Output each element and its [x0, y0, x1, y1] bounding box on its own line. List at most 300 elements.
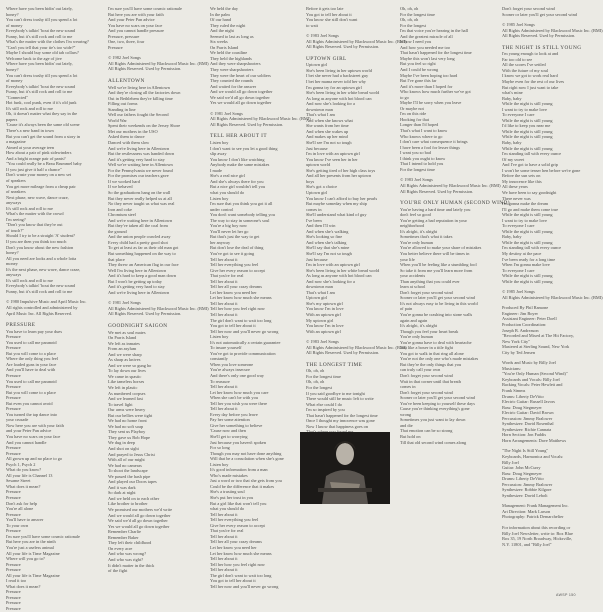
lyric-line: of speakers	[6, 177, 26, 183]
lyric-line: Who knows where to go	[400, 133, 443, 139]
lyric-line: She's a real nice girl	[210, 173, 246, 179]
lyric-line: I'm seeing?	[6, 216, 26, 222]
lyric-line: I'll go and make them come true	[502, 206, 559, 212]
lyric-line: I made	[210, 167, 222, 173]
lyric-line: For the longest time	[400, 166, 435, 172]
lyric-line: But a nice girl wouldn't tell you	[210, 184, 266, 190]
block-gap	[6, 316, 102, 321]
lyric-line: What does it mean?	[6, 583, 41, 589]
lyric-line: While the night is still young	[502, 228, 553, 234]
lyric-line: My destiny at the pace	[502, 250, 542, 256]
lyric-line: We have been to say goodnight	[502, 189, 557, 195]
lyric-line: Pressure	[6, 445, 21, 451]
lyric-line: You get more mileage from a cheap pair	[6, 183, 76, 189]
lyric-line: Pressure	[6, 345, 21, 351]
lyric-line: Everybody's talkin' 'bout the new sound	[6, 28, 76, 34]
lyric-line: I'm young enough to look at and	[502, 51, 559, 57]
lyric-line: Oh, oh, oh	[306, 368, 325, 374]
lyric-line: Keyboards, Harmonica and Vocals:	[502, 454, 564, 460]
lyric-line: Asked them to dance	[108, 134, 145, 140]
song-title: THE LONGEST TIME	[306, 361, 363, 368]
lyric-line: Everybody's talkin' 'bout the new sound	[6, 283, 76, 289]
lyric-line: Don't forget your second wind	[400, 373, 453, 378]
lyric-line: Don't forget your second wind	[400, 289, 453, 295]
lyric-line: All Rights Reserved. Used by Permission.	[108, 311, 182, 317]
lyric-line: You're allowed to make your share of mistakes	[400, 245, 482, 251]
lyric-line: Will that be a consolation when she's gone	[210, 456, 284, 462]
lyric-line: All Rights Administered by Blackwood Music Inc. (BMI)	[502, 27, 603, 33]
lyric-line: of the fight	[108, 568, 128, 574]
lyric-line: She's getting tired of her high class toys	[306, 167, 376, 173]
lyric-line: Tell her all your crazy dreams	[210, 284, 262, 290]
lyric-line: That you're for real	[210, 528, 244, 534]
song-title: UPTOWN GIRL	[306, 55, 347, 62]
lyric-line: So the graduations hang on the wall	[108, 189, 171, 195]
lyric-line: As long as anyone with hot blood can	[306, 273, 372, 279]
lyric-line: How about a pair of pink sidewinders	[6, 150, 72, 156]
lyric-line: Let her know you need her	[210, 289, 257, 295]
lyric-line: Funny, but it's still rock and roll to me	[6, 288, 73, 294]
lyric-line: I'm in love with an uptown girl	[306, 151, 360, 157]
lyric-line: anyways	[6, 272, 22, 278]
lyric-line: While the night is still young	[502, 117, 553, 123]
lyric-line: Sooner or later you'll get your second wind	[400, 295, 475, 301]
lyric-line: April Music Inc. All Rights Reserved.	[6, 310, 72, 316]
lyric-line: of sneakers	[6, 189, 26, 195]
lyric-line: N.Y. 11801, and "Billy Joel"	[502, 541, 552, 547]
lyric-line: Is how I need you	[400, 39, 432, 45]
lyric-line: We left in plastic	[108, 385, 138, 390]
lyric-line: You know I can't afford to buy her pearls	[306, 195, 378, 201]
lyric-line: Maybe even for the rest of our lives	[502, 79, 565, 85]
lyric-line: That's what I am	[306, 112, 335, 118]
lyric-line: Our arms were heavy	[108, 407, 146, 413]
lyric-line: Guitar: John McCurry	[502, 465, 541, 471]
lyric-line: All Rights Administered by Blackwood Music Inc. (BMI)	[306, 344, 407, 350]
lyric-line: Pressure	[108, 44, 123, 50]
lyric-line: That emotion can be so strong	[400, 428, 453, 434]
lyric-line: We promised our mothers we'd write	[108, 507, 173, 513]
lyric-line: Sesame Street	[6, 478, 31, 484]
lyric-line: Don't ask for help	[6, 500, 38, 506]
lyric-line: And all her presents from her uptown	[306, 173, 372, 179]
lyric-line: can truly call your own	[400, 367, 441, 373]
lyric-line: Far too old to see	[502, 56, 533, 62]
lyric-line: © 1982 Joel Songs	[108, 55, 141, 61]
lyric-line: I'm that voice you're hearing in the hall	[400, 28, 469, 34]
lyric-line: what you should do	[210, 506, 245, 512]
lyric-line: Yes we would all go down together	[210, 100, 272, 106]
lyric-line: Box 35, 19 North Broadway, Hicksville,	[502, 536, 573, 542]
lyric-line: She's a trusting soul	[210, 489, 245, 495]
lyric-line: Tell her about it	[210, 300, 238, 306]
lyric-line: You know I don't like watching	[210, 156, 265, 162]
lyric-line: You're gonna have to deal with heartache	[400, 339, 472, 345]
lyric-line: of money	[6, 78, 23, 84]
lyric-line: Remember Baker	[108, 534, 139, 540]
lyric-line: Every day before you leave	[210, 411, 258, 417]
lyric-line: Give her every reason to accept	[210, 522, 265, 528]
lyric-line: All Rights Administered by Blackwood Music Inc. (BMI)	[108, 60, 209, 66]
lyric-line: I'm gonna try for an uptown girl	[306, 84, 362, 90]
lyrics-column-5	[400, 6, 510, 594]
lyric-line: We met as soul mates	[108, 329, 146, 335]
lyric-line: Give her every reason to accept	[210, 267, 265, 273]
lyric-line: They held the highlands	[210, 55, 252, 61]
lyric-line: boys	[306, 178, 315, 184]
lyric-line: While the night is still young	[502, 239, 553, 245]
lyric-line: You used to call me paranoid	[6, 378, 57, 384]
lyric-line: All Rights Reserved. Used by Permission.	[400, 188, 474, 194]
lyric-line: Who's made mistakes	[210, 472, 248, 478]
lyric-line: And there's only one good way	[210, 373, 264, 378]
lyric-line: And the greatest miracle of all	[400, 33, 453, 39]
song-title: GOODNIGHT SAIGON	[108, 322, 168, 329]
lyric-line: papers	[6, 116, 18, 122]
lyric-line: For the longest	[306, 385, 333, 390]
lyric-line: With the future of my soul	[502, 67, 549, 73]
lyric-line: Are loaded guns in your face	[6, 361, 57, 367]
lyric-line: You got to walk in that ring all alone	[400, 350, 464, 356]
lyric-line: If you said goodbye to me tonight	[306, 390, 365, 396]
lyric-line: For the longest	[400, 22, 427, 28]
lyric-line: But they've taken all the coal from	[108, 223, 168, 229]
lyric-line: You know she still don't want	[306, 17, 358, 23]
lyric-line: But something happened on the way to	[108, 250, 176, 256]
lyric-line: On Parris Island	[210, 44, 239, 50]
lyric-line: Listen boy	[210, 195, 229, 201]
lyric-line: Everybody's talkin' 'bout the new sound	[6, 83, 76, 89]
lyric-line: All your life is Channel 13	[6, 472, 53, 478]
lyric-line: But the restlessness was handed down	[108, 151, 175, 157]
lyric-line: I'm so inspired by you	[306, 407, 345, 413]
lyric-line: Tell her about it	[210, 256, 238, 262]
lyric-line: "Recorded and Mixed at The Hit Factory,	[502, 333, 574, 339]
lyric-line: We dug in deep	[108, 440, 136, 446]
lyric-line: Pressure	[6, 373, 21, 378]
lyric-line: My innocence like this	[502, 178, 542, 184]
lyric-line: Pay her some attention	[210, 417, 250, 423]
lyric-line: As numbered corpses	[108, 390, 146, 396]
lyric-line: Oh, it doesn't matter what they say in the	[6, 111, 78, 117]
lyric-line: I want to try to make love	[502, 217, 547, 223]
lyric-line: But that's just the way to get	[210, 234, 260, 240]
lyric-line: And waited for the answer	[210, 83, 257, 89]
lyric-line: She's put her trust in you	[210, 495, 254, 501]
lyric-line: For the longest time	[306, 373, 341, 379]
lyric-line: And it was dark	[108, 484, 136, 490]
lyric-line: © 1980 Impulsive Music and April Music Inc.	[6, 299, 87, 305]
lyric-line: It's the next phase, new wave, dance craze,	[6, 266, 81, 272]
lyric-line: What does it mean?	[6, 483, 41, 489]
block-gap	[306, 50, 396, 55]
lyric-line: To reassure	[210, 378, 230, 384]
lyric-line: But they never really helped us at all	[108, 195, 172, 201]
lyric-line: If we behaved	[108, 184, 133, 190]
lyric-line: She's been living in her uptown world	[306, 67, 372, 73]
lyric-line: to go	[400, 94, 409, 100]
song-title: YOU'RE ONLY HUMAN (SECOND WIND)	[400, 200, 510, 207]
lyric-line: When you'll be feeling like a stumbling fool	[400, 262, 477, 268]
lyric-line: 'Cause it's always been the same old scene	[6, 122, 80, 128]
lyric-line: I bet her mama never told her why	[306, 79, 366, 85]
lyric-line: Though you feel your heart break	[400, 328, 459, 334]
lyric-line: Pressure	[6, 384, 21, 390]
lyric-line: And we held on to each other	[108, 495, 160, 501]
lyric-line: Hooking for that	[400, 116, 429, 122]
lyric-line: You're getting a bad reputation in your	[400, 217, 467, 223]
lyric-line: Don't waste your money on a new set	[6, 172, 72, 178]
lyric-line: We said we'd all go down together	[108, 518, 168, 524]
lyric-line: Drums: Liberty DeVitto	[502, 476, 544, 482]
lyric-line: Electric Guitar: Russell Javors	[502, 399, 555, 405]
lyric-line: I'm on this ride	[400, 111, 427, 117]
lyric-line: They left their childhood	[108, 540, 152, 546]
lyric-line: For so long	[210, 445, 230, 451]
lyric-line: your crusade	[6, 417, 29, 423]
lyric-line: Seemed to last as long as	[210, 33, 254, 39]
lyric-line: While the night is still young	[502, 278, 553, 284]
lyric-line: All your life is Time Magazine	[6, 572, 60, 578]
lyric-line: "Don't you know that they're out	[6, 222, 63, 228]
lyric-line: Well we're waiting here in Allentown	[108, 162, 173, 168]
lyric-line: But don't lose the deal of thing	[210, 245, 264, 251]
lyric-line: Could be the difference that it makes	[210, 483, 275, 489]
lyric-line: And we're waiting here in Allentown	[108, 217, 173, 223]
lyric-line: Pressure	[6, 334, 21, 340]
lyric-line: She'll say that she's mine	[306, 245, 350, 251]
song-title: ALLENTOWN	[108, 78, 145, 85]
lyric-line: That you're for real	[210, 273, 244, 279]
lyric-line: Oh, oh, oh	[400, 17, 419, 23]
lyric-line: Produced By Phil Ramone	[502, 305, 549, 311]
lyric-line: And who was wrong?	[108, 551, 147, 557]
lyric-line: My uptown girl	[306, 317, 334, 323]
lyric-line: Funny, but it's still rock and roll to me	[6, 33, 73, 39]
lyric-line: honey?	[6, 67, 19, 73]
lyric-line: Pressure	[6, 594, 21, 600]
lyric-line: © 1985 Joel Songs	[502, 289, 535, 295]
lyric-line: Maybe I should buy some old tab collars?	[6, 50, 79, 56]
lyric-line: Though you may not have done anything	[210, 450, 282, 456]
lyric-line: All you need are looks and a whole lotta	[6, 255, 77, 261]
lyric-line: under control	[210, 206, 234, 212]
lyric-line: No they never taught us what was real	[108, 201, 175, 207]
lyric-line: Well I'm living here in Allentown	[108, 267, 167, 273]
lyric-line: Now here you are with your faith	[6, 422, 64, 428]
lyric-line: Welcome back to the age of jive	[6, 55, 62, 61]
lyric-line: And we're living here in Allentown	[108, 289, 170, 295]
lyric-line: They gave us Bob Hope	[108, 434, 150, 440]
lyric-line: of touch?"	[6, 227, 25, 233]
lyric-line: neighborhood	[400, 223, 425, 229]
lyric-line: That's what I want to know	[400, 128, 448, 134]
lyric-line: Tell her you wish you were there	[210, 400, 268, 406]
lyric-line: To insure yourself	[210, 345, 242, 351]
lyric-line: All Rights Administered by Blackwood Music Inc. (BMI)	[306, 38, 407, 44]
lyric-line: And we're living here in Allentown	[108, 145, 170, 151]
lyric-line: While the night is still young	[502, 101, 553, 107]
lyric-line: It's alright, it's alright	[400, 228, 438, 234]
lyric-line: I'm sure that you think you got it all	[210, 201, 273, 207]
lyric-line: Sometimes you just want to lay down	[400, 417, 466, 423]
lyric-line: City by Ted Jensen	[502, 349, 536, 355]
block-gap	[210, 127, 300, 132]
lyric-line: "The Night Is Still Young"	[502, 448, 549, 454]
lyric-line: To get at least as far as their old man got	[108, 245, 179, 251]
lyric-line: Sooner or later you'll get your second wind	[400, 395, 475, 401]
lyric-line: You have no scars on your face	[6, 434, 61, 440]
lyric-line: Tell her about it	[210, 406, 238, 412]
lyric-line: Pressure	[6, 406, 21, 412]
lyric-line: Let her know you need her	[210, 544, 257, 550]
lyric-line: the ground	[108, 228, 127, 234]
lyric-line: That's what I am	[306, 289, 335, 295]
lyric-line: One, two, three, four	[108, 39, 145, 45]
lyric-line: Filling out forms	[108, 101, 138, 107]
lyric-line: Pressure	[6, 489, 21, 495]
lyric-line: Aimed at your average teen	[6, 144, 54, 150]
lyric-line: When she can't be with you	[210, 395, 258, 401]
lyric-line: Pressure	[6, 395, 21, 401]
lyric-line: It's still rock and roll to me	[6, 205, 53, 211]
lyric-line: You know I'm in love	[306, 306, 344, 312]
lyric-line: Tell her everything you feel	[210, 262, 259, 268]
lyric-line: And now she's looking for a	[306, 101, 355, 107]
lyric-line: I'm sure you'll have some cosmic rationale	[6, 533, 80, 539]
lyric-line: Drums: Liberty DeVitto	[502, 393, 544, 399]
lyric-line: Listen boy	[210, 334, 229, 340]
lyric-line: © 1983 Joel Songs	[306, 33, 339, 39]
lyric-line: Baby, baby	[502, 234, 522, 240]
lyric-line: Spent their weekends on the Jersey Shore	[108, 123, 181, 129]
lyric-line: Anybody make the same mistakes	[210, 162, 270, 168]
lyric-line: And we would all go down together	[108, 512, 171, 518]
lyric-line: 'Cause now and then	[210, 428, 246, 434]
lyric-line: Billy Joel Newsletter, write to: Box Blue	[502, 530, 573, 536]
lyric-line: All Rights Reserved. Used by Permission.	[306, 44, 380, 50]
lyric-line: Should I try to be a straight 'A' student?	[6, 233, 75, 239]
lyric-line: What's the matter with the crowd	[6, 211, 64, 217]
lyric-line: Frank Simms	[502, 388, 526, 393]
lyric-line: To shoot the landscape	[108, 468, 148, 474]
lyric-line: Synthesizer: David Lebolt	[502, 492, 548, 498]
lyric-line: I won't be some tenser hen before we're gone	[502, 167, 581, 173]
lyric-line: And I could be wrong	[400, 67, 439, 73]
lyric-line: And the union people crawled away	[108, 234, 171, 240]
lyric-line: Pressure	[6, 600, 21, 606]
lyric-line: When I'm gonna make love	[502, 262, 550, 268]
block-gap	[400, 194, 496, 199]
lyric-line: All Rights Reserved. Used by Permission.	[108, 66, 182, 72]
lyric-line: Pressure	[6, 495, 21, 501]
lyric-line: Art Direction: Mark Larson	[502, 508, 551, 514]
lyric-line: We left as inmates	[108, 340, 140, 346]
lyric-line: Tell her how you feel right now	[210, 561, 265, 567]
lyric-line: You're not the only one who's made mistakes	[400, 356, 479, 362]
lyric-line: of pain	[400, 306, 413, 312]
lyric-line: They threw an American flag in our face	[108, 262, 179, 268]
lyric-line: Before the sun sets on	[502, 173, 541, 179]
lyric-line: Horn Section: Jon Faddis	[502, 432, 547, 438]
lyric-line: Yes we would all go down together	[108, 523, 170, 529]
lyric-line: It's alright, it's alright	[400, 323, 438, 329]
lyric-line: Engineer: Jim Boyer	[502, 310, 538, 316]
performer-photo	[300, 432, 390, 504]
lyric-line: money	[6, 261, 18, 267]
lyric-line: "Can't you tell that your tie's too wide?"	[6, 44, 76, 50]
lyric-line: Like tameless horses	[108, 379, 145, 385]
lyric-line: So take it from me you'll learn more from	[400, 267, 473, 273]
lyric-line: Keyboards and Vocals: Billy Joel	[502, 376, 560, 382]
lyric-line: She's been living in her white bread world	[306, 90, 380, 96]
lyric-line: They were the heart of our soldiers	[210, 72, 271, 78]
lyric-line: And we learned fast	[108, 396, 143, 402]
lyric-line: Electric Guitar: David Brown	[502, 410, 554, 416]
lyric-line: So dark at night	[108, 490, 136, 496]
lyric-line: that place	[108, 256, 125, 262]
lyric-line: You've got to provide communication	[210, 350, 276, 356]
lyric-line: We had no soft soap	[108, 423, 144, 429]
lyric-line: All Rights Administered by Blackwood Music Inc. (BMI)	[108, 305, 209, 311]
lyric-line: downtown man	[306, 284, 333, 290]
lyric-line: For information about this recording or	[502, 525, 571, 531]
lyric-line: You're gonna be crashing into stone walls	[400, 311, 473, 317]
lyric-line: Danced with them slow	[108, 140, 150, 146]
lyric-line: Where the only thing you feel	[6, 356, 58, 362]
lyric-line: Just a word or two that she gets from you	[210, 478, 282, 484]
lyric-line: All Rights Reserved. Used by Permission.	[502, 33, 576, 39]
lyric-line: Just because	[306, 145, 328, 151]
lyric-line: Till that old second wind comes along	[400, 439, 467, 445]
lyric-line: to wait	[306, 22, 318, 28]
lyric-line: All the scores I've settled	[502, 62, 546, 68]
lyric-line: © 1981 Joel Songs	[108, 300, 141, 306]
lyric-line: New York City"	[502, 338, 530, 344]
lyric-line: Oh, oh, oh	[306, 379, 325, 385]
lyric-line: And you'll have to deal with	[6, 367, 56, 373]
lyric-line: You don't want somebody telling you	[210, 212, 275, 218]
lyric-line: What else could I do	[306, 401, 342, 407]
lyric-line: and your Peter Pan advice	[6, 428, 52, 434]
lyric-line: You've got to see it going	[210, 250, 255, 256]
lyric-line: Pressure	[6, 511, 21, 517]
lyric-line: Funny, but it's still rock and roll to me	[6, 89, 73, 95]
lyric-line: Once I thought my innocence was gone	[306, 418, 375, 424]
lyric-line: While the night is still young	[502, 212, 553, 218]
lyric-line: All your life is Time Magazine	[6, 550, 60, 556]
lyric-line: Percussion: Jimmy Bralower	[502, 415, 553, 421]
lyric-line: Maybe I'll be sorry when you leave	[400, 100, 462, 106]
lyric-line: Longer than I'd hoped	[400, 122, 439, 128]
lyric-line: I want to try to make love	[502, 106, 547, 112]
lyric-line: I bet she never had a backstreet guy	[306, 73, 369, 79]
lyric-line: It's still rock and roll to me	[6, 277, 53, 283]
lyric-line: wrong	[400, 411, 412, 417]
lyric-line: And your Peter Pan advice	[108, 17, 155, 23]
lyric-line: Don't you know about the new fashion	[6, 244, 74, 250]
block-gap	[502, 39, 596, 44]
lyric-line: You'll never let her go	[210, 228, 249, 234]
lyric-line: Tell her all your crazy dreams	[210, 539, 262, 545]
lyric-line: With an uptown girl	[306, 328, 341, 334]
lyric-line: Listen boy	[210, 461, 229, 467]
lyric-line: You've been keeping to yourself these days	[400, 400, 475, 406]
lyric-line: And I've got to have a solid grip	[502, 162, 558, 168]
lyric-line: © 1983 Joel Songs	[400, 177, 433, 183]
lyric-line: For the Pennsylvania we never found	[108, 167, 173, 173]
lyric-line: To everyone I care	[502, 223, 535, 229]
